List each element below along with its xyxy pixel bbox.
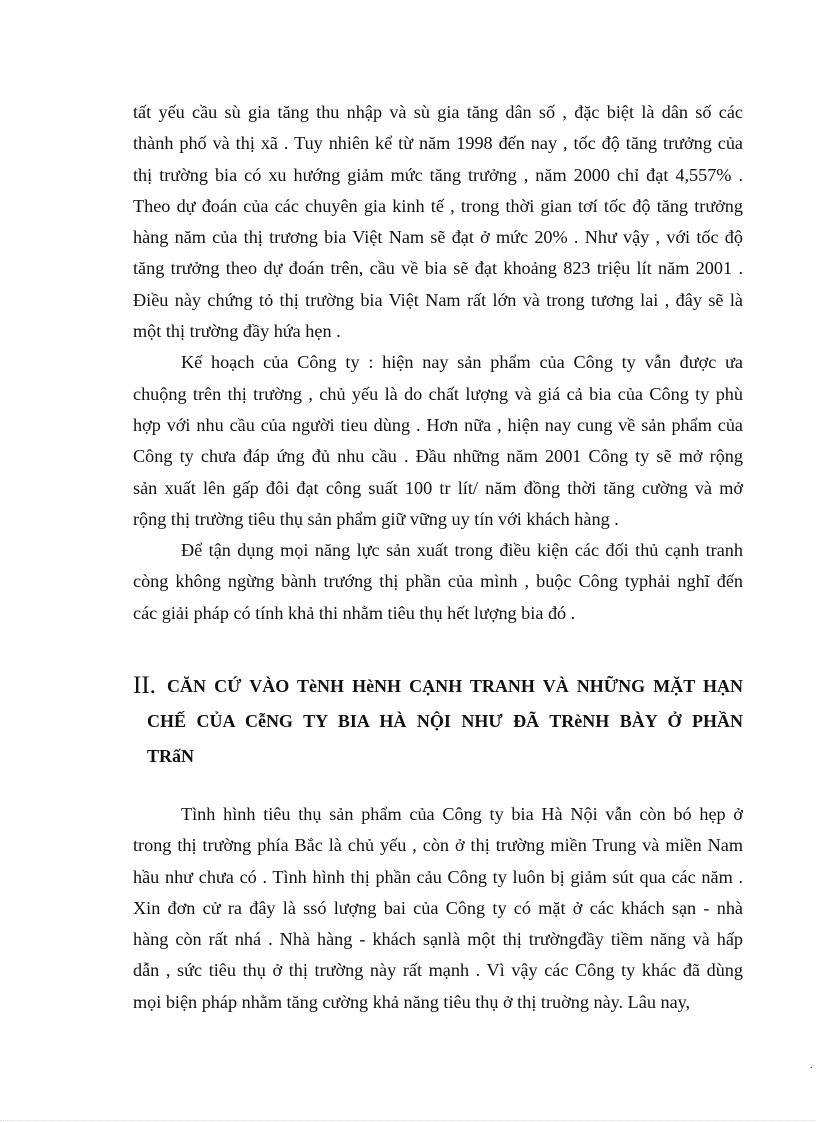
text-line: hợp với nhu cầu của người tieu dùng . Hơn nữa , hiện nay cung về sản phẩm của bbox=[133, 414, 743, 435]
margin-mark: . bbox=[810, 1060, 813, 1071]
text-line: thành phố và thị xã . Tuy nhiên kể từ năm 1998 đến nay , tốc độ tăng trưởng của bbox=[133, 133, 743, 154]
text-line: sản xuất lên gấp đôi đạt công suất 100 tr lít/ năm đồng thời tăng cường và mở bbox=[133, 477, 743, 498]
text-line: hàng còn rất nhá . Nhà hàng - khách sạnlà một thị trườngđầy tiềm năng và hấp bbox=[133, 929, 743, 950]
text-line: tất yếu cầu sù gia tăng thu nhập và sù gia tăng dân số , đặc biệt là dân số các bbox=[133, 102, 743, 122]
paragraph-block-1 bbox=[133, 97, 743, 629]
page-bottom-rule bbox=[0, 1120, 816, 1121]
text-line: Tình hình tiêu thụ sản phẩm của Công ty bia Hà Nội vẫn còn bó hẹp ở bbox=[181, 804, 743, 824]
heading-line-2: CHẾ CỦA CễNG TY BIA HÀ NỘI NHƯ ĐÃ TRèNH BÀY Ở PHẦN bbox=[147, 711, 743, 731]
text-line: trong thị trường phía Bắc là chủ yếu , còn ở thị trường miền Trung và miền Nam bbox=[133, 835, 743, 856]
text-line: hầu như chưa có . Tình hình thị phần cảu Công ty luôn bị giảm sút qua các năm . bbox=[133, 866, 743, 887]
text-line: Kế hoạch của Công ty : hiện nay sản phẩm của Công ty vẫn được ưa bbox=[181, 352, 743, 373]
text-line: Công ty chưa đáp ứng đủ nhu cầu . Đầu những năm 2001 Công ty sẽ mở rộng bbox=[133, 446, 743, 467]
text-line: Xin đơn cử ra đây là ssó lượng bai của Công ty có mặt ở các khách sạn - nhà bbox=[133, 897, 743, 918]
heading-line-3: TRấN bbox=[147, 746, 195, 766]
paragraph-block-2 bbox=[133, 799, 743, 1018]
text-line: mọi biện pháp nhằm tăng cường khả năng tiêu thụ ở thị truờng này. Lâu nay, bbox=[133, 991, 691, 1012]
text-line: dẫn , sức tiêu thụ ở thị trường này rất mạnh . Vì vậy các Công ty khác đã dùng bbox=[133, 960, 743, 981]
text-line: một thị trường đầy hứa hẹn . bbox=[133, 321, 341, 342]
text-line: Điều này chứng tỏ thị trường bia Việt Nam rất lớn và trong tương lai , đây sẽ là bbox=[133, 289, 743, 310]
text-line: Theo dự đoán của các chuyên gia kinh tế , trong thời gian tơí tốc độ tăng trưởng bbox=[133, 195, 743, 216]
text-line: các giải pháp có tính khả thi nhằm tiêu thụ hết lượng bia đó . bbox=[133, 602, 576, 623]
text-line: thị trường bia có xu hướng giảm mức tăng trưởng , năm 2000 chỉ đạt 4,557% . bbox=[133, 164, 743, 185]
text-line: hàng năm của thị trương bia Việt Nam sẽ đạt ở mức 20% . Như vậy , với tốc độ bbox=[133, 227, 743, 248]
text-line: Để tận dụng mọi năng lực sản xuất trong điều kiện các đối thủ cạnh tranh bbox=[181, 540, 743, 561]
text-line: còng không ngừng bành trướng thị phần của mình , buộc Công typhải nghĩ đến bbox=[133, 571, 743, 592]
text-line: tăng trưởng theo dự đoán trên, cầu về bia sẽ đạt khoảng 823 triệu lít năm 2001 . bbox=[133, 258, 743, 279]
text-line: rộng thị trường tiêu thụ sản phẩm giữ vững uy tín với khách hàng . bbox=[133, 508, 619, 529]
heading-line-1: CĂN CỨ VÀO TèNH HèNH CẠNH TRANH VÀ NHỮNG MẶT HẠN bbox=[167, 676, 743, 696]
heading-numeral: II. bbox=[133, 672, 156, 699]
text-line: chuộng trên thị trường , chủ yếu là do chất lượng và giá cả bia của Công ty phù bbox=[133, 383, 743, 404]
